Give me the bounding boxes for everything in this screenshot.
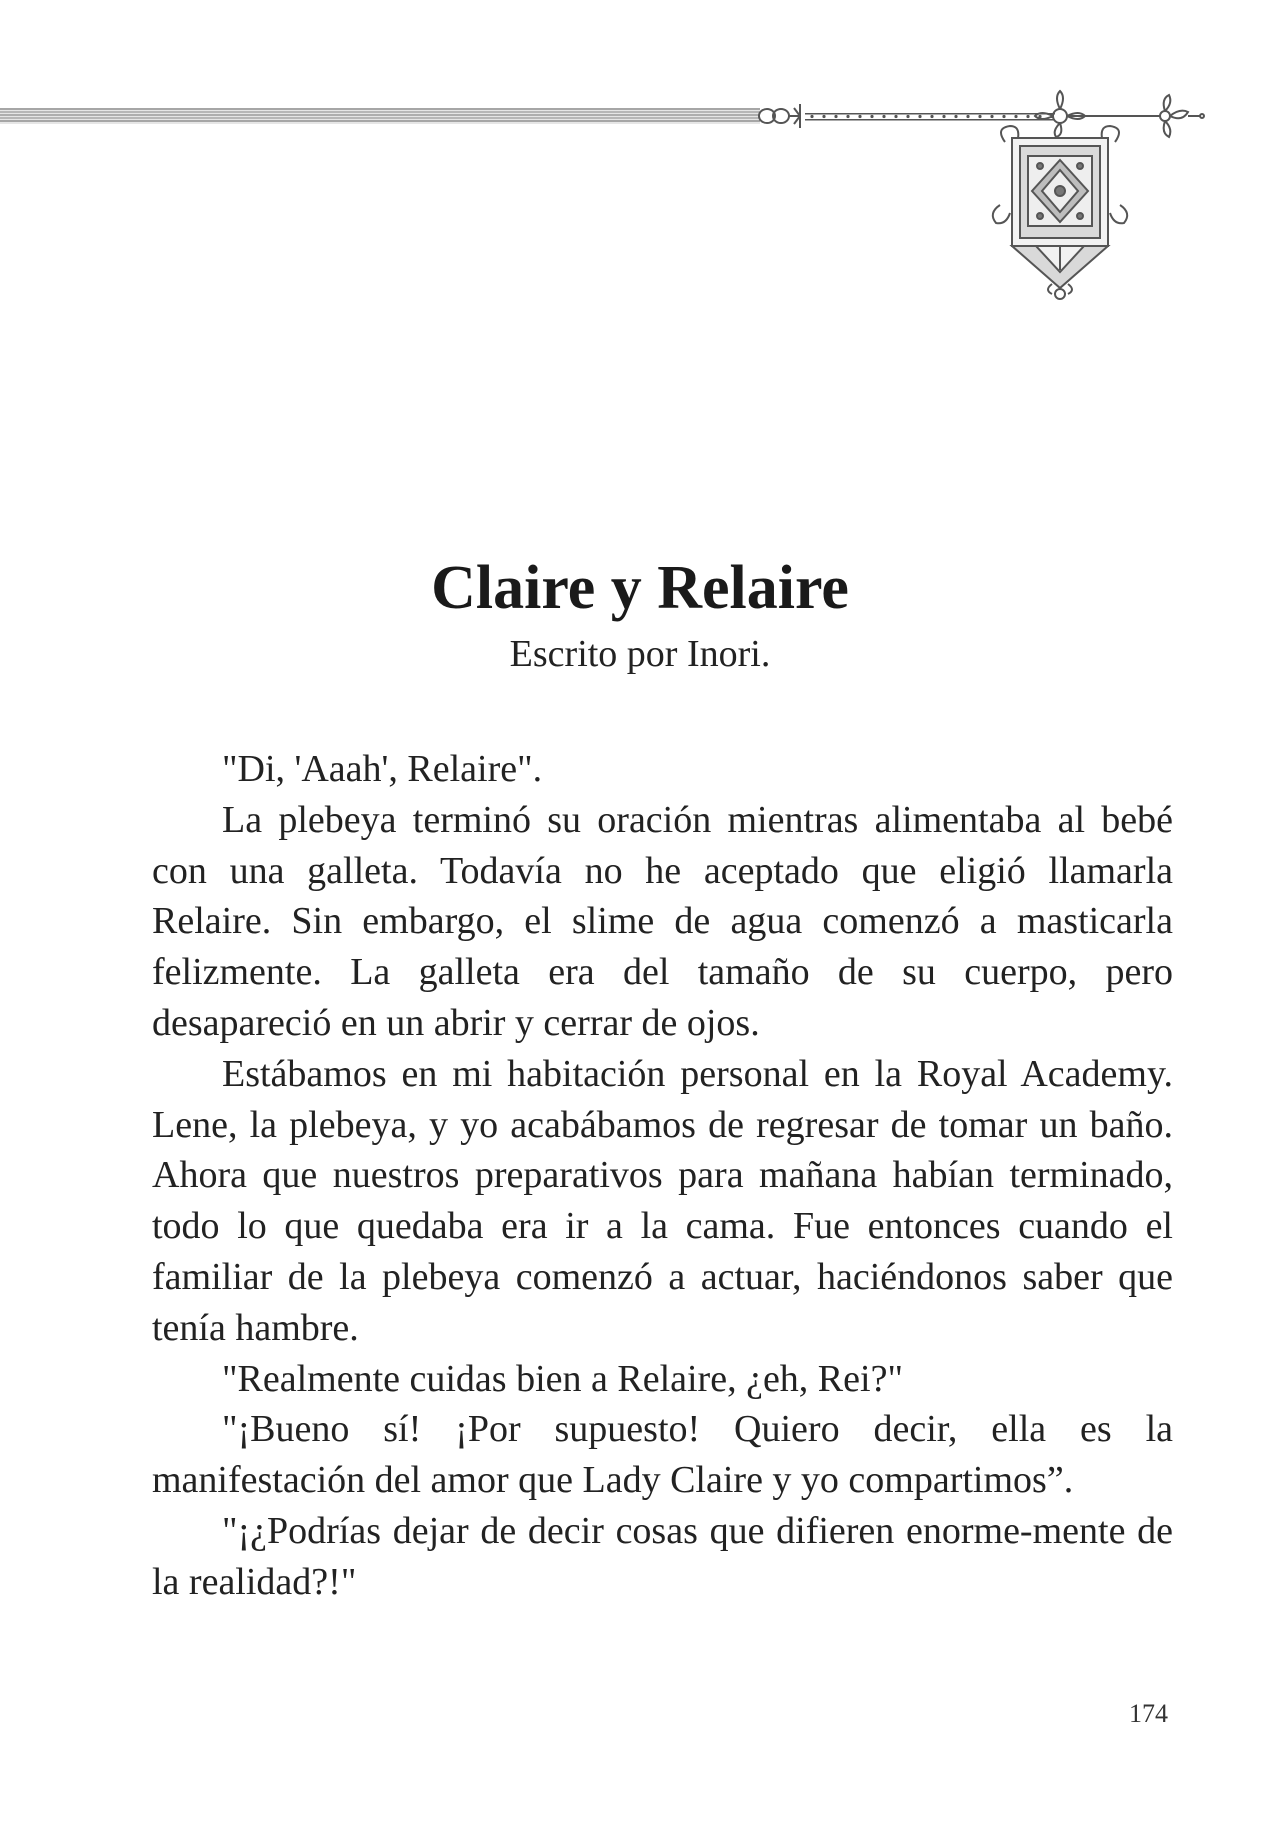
paragraph: "¡Bueno sí! ¡Por supuesto! Quiero decir, ella es la manifestación del amor que Lady Claire y yo compartimos”. bbox=[152, 1408, 1173, 1502]
paragraph: "¡¿Podrías dejar de decir cosas que difieren enorme-mente de la realidad?!" bbox=[152, 1509, 1173, 1603]
medallion-ornament bbox=[993, 126, 1127, 299]
dotted-rule bbox=[805, 113, 1055, 121]
decorative-border-ornament bbox=[0, 0, 1280, 320]
paragraph: La plebeya terminó su oración mientras alimentaba al bebé con una galleta. Todavía no he aceptado que eligió llamarla Relaire. Sin embargo, el slime de agua comenzó a masticarla felizmente. La galleta era del tamaño de su cuerpo, pero desapareció en un abrir y cerrar de ojos. bbox=[152, 798, 1173, 1044]
paragraph: Estábamos en mi habitación personal en la Royal Academy. Lene, la plebeya, y yo acabábamos de regresar de tomar un baño. Ahora que nuestros preparativos para mañana habían terminado, todo lo que quedaba era ir a la cama. Fue entonces cuando el familiar de la plebeya comenzó a actuar, haciéndonos saber que tenía hambre. bbox=[152, 1052, 1173, 1349]
striped-rule bbox=[0, 108, 760, 124]
flower-ornament bbox=[1035, 91, 1085, 137]
paragraph: "Di, 'Aaah', Relaire". bbox=[222, 748, 543, 790]
chapter-body bbox=[152, 744, 1173, 1608]
end-flourish bbox=[1068, 95, 1204, 137]
chapter-title: Claire y Relaire bbox=[431, 554, 849, 622]
paragraph: "Realmente cuidas bien a Relaire, ¿eh, Rei?" bbox=[222, 1357, 903, 1400]
page-number: 174 bbox=[1129, 1699, 1168, 1728]
rule-connector bbox=[759, 104, 800, 128]
chapter-byline: Escrito por Inori. bbox=[509, 633, 771, 675]
